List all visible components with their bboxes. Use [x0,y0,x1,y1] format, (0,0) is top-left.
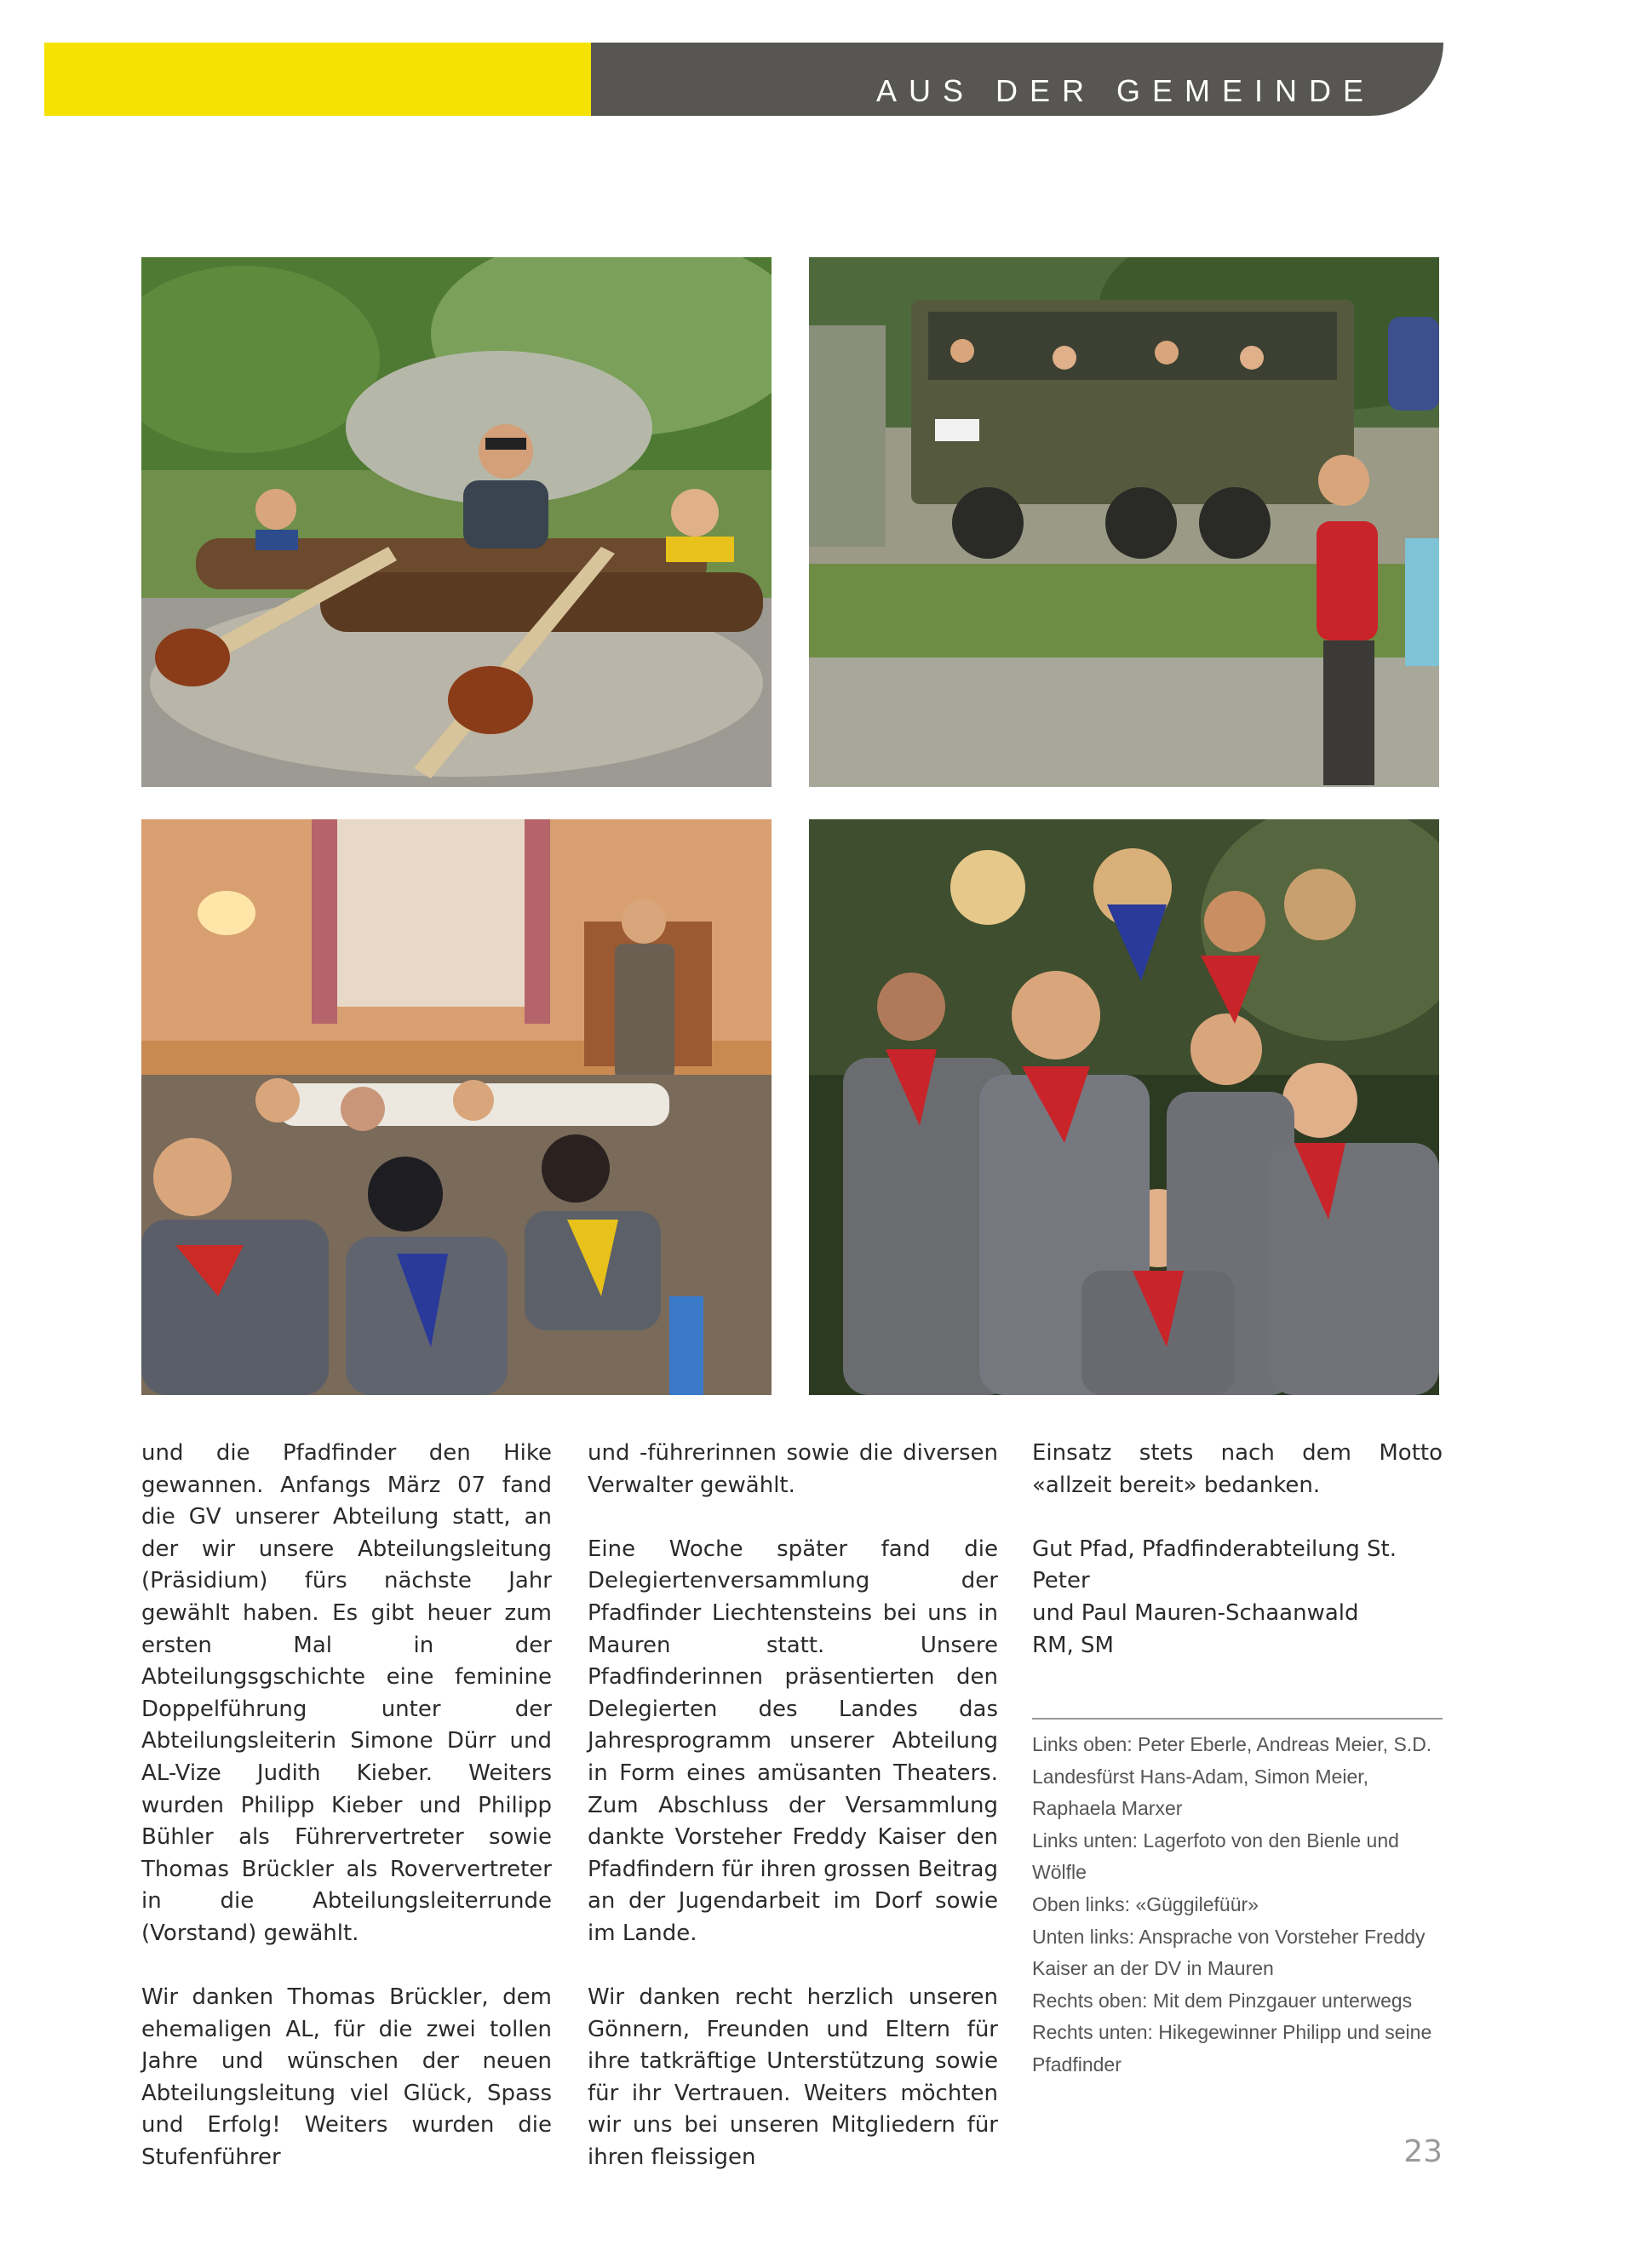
paragraph: Wir danken Thomas Brückler, dem ehemaligen AL, für die zwei tollen Jahre und wünschen der neuen Abteilungsleitung viel Glück, Spass und Erfolg! Weiters wurden die Stufenführer [141,1984,552,2171]
text-column-1 [141,1438,552,2206]
photo-captions [1032,1729,1443,2081]
paragraph: Wir danken recht herzlich unseren Gönnern, Freunden und Eltern für ihre tatkräftige Unterstützung sowie für ihr Vertrauen. Weiters möchten wir uns bei unseren Mitgliedern für ihren fleissigen [588,1984,998,2171]
caption: Links unten: Lagerfoto von den Bienle und Wölfle [1032,1829,1399,1884]
photo-ansprache-dv [141,819,772,1395]
caption: Unten links: Ansprache von Vorsteher Freddy Kaiser an der DV in Mauren [1032,1925,1426,1980]
signoff-line-1: Gut Pfad, Pfadfinderabteilung St. Peter [1032,1536,1397,1594]
text-column-3 [1032,1438,1443,1694]
signoff-authors: RM, SM [1032,1632,1114,1658]
photo-hikegewinner [809,819,1439,1395]
caption: Rechts oben: Mit dem Pinzgauer unterwegs [1032,1989,1413,2012]
photo-pinzgauer [809,257,1439,787]
caption: Oben links: «Güggilefüür» [1032,1892,1259,1915]
signoff [1032,1534,1443,1662]
caption-divider [1032,1718,1443,1720]
paragraph: und -führerinnen sowie die diversen Verwalter gewählt. [588,1440,998,1498]
page-number: 23 [1403,2134,1443,2169]
text-column-2 [588,1438,998,2206]
caption: Rechts unten: Hikegewinner Philipp und seine Pfadfinder [1032,2021,1432,2076]
caption: Links oben: Peter Eberle, Andreas Meier, S.D. Landesfürst Hans-Adam, Simon Meier, Raphaela Marxer [1032,1733,1432,1820]
paragraph: Eine Woche später fand die Delegiertenversammlung der Pfadfinder Liechtensteins bei uns in Mauren statt. Unsere Pfadfinderinnen präsentierten den Delegierten des Landes das Jahresprogramm unserer Abteilung in Form eines amüsanten Theaters. Zum Abschluss der Versammlung dankte Vorsteher Freddy Kaiser den Pfadfindern für ihren grossen Beitrag an der Jugendarbeit im Dorf sowie im Lande. [588,1536,998,1946]
signoff-line-2: und Paul Mauren-Schaanwald [1032,1599,1359,1626]
paragraph: und die Pfadfinder den Hike gewannen. Anfangs März 07 fand die GV unserer Abteilung statt, an der wir unsere Abteilungsleitung (Präsidium) fürs nächste Jahr gewählt haben. Es gibt heuer zum ersten Mal in der Abteilungsgschichte eine feminine Doppelführung unter der Abteilungsleiterin Simone Dürr und AL-Vize Judith Kieber. Weiters wurden Philipp Kieber und Philipp Bühler als Führervertreter sowie Thomas Brückler als Roververtreter in die Abteilungsleiterrunde (Vorstand) gewählt. [141,1440,552,1946]
header-dark-bar [591,43,1443,116]
header-yellow-bar [44,43,591,116]
photo-gueggilefueuer [141,257,772,787]
section-title: AUS DER GEMEINDE [875,73,1375,108]
paragraph: Einsatz stets nach dem Motto «allzeit bereit» bedanken. [1032,1440,1443,1498]
